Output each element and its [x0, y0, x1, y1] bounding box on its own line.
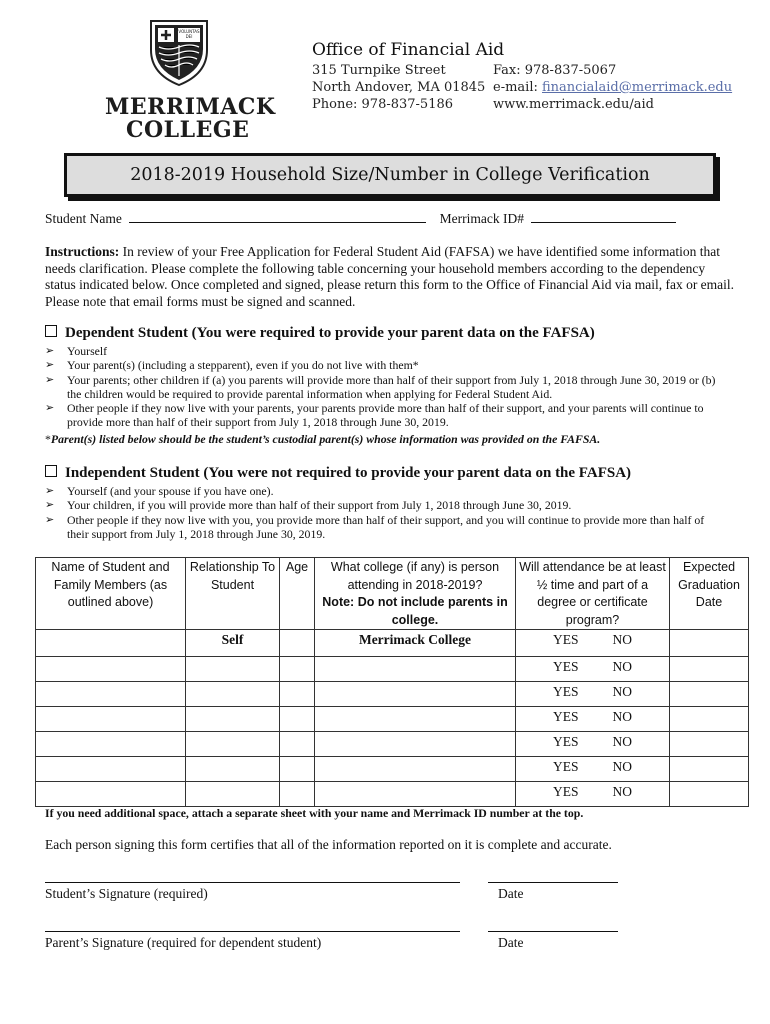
crest-motto: VOLUNTAS DEI: [178, 29, 200, 39]
graduation-cell[interactable]: [670, 657, 749, 682]
student-date-line[interactable]: [488, 882, 618, 883]
age-cell[interactable]: [280, 630, 315, 657]
table-row: [36, 707, 749, 732]
graduation-cell[interactable]: [670, 630, 749, 657]
footnote-star: *: [45, 431, 51, 446]
parent-signature-label: Parent’s Signature (required for dependent student): [45, 935, 322, 950]
relationship-cell[interactable]: [186, 657, 280, 682]
list-item: ➢ Your children, if you will provide more than half of their support from July 1, 2018 through June 30, 2019.: [45, 498, 572, 513]
parent-date-label: Date: [498, 935, 524, 950]
name-cell[interactable]: [36, 682, 186, 707]
arrow-bullet-icon: ➢: [45, 499, 55, 512]
office-title: Office of Financial Aid: [312, 40, 505, 60]
graduation-cell[interactable]: [670, 707, 749, 732]
name-cell[interactable]: [36, 630, 186, 657]
office-contact: [493, 62, 732, 113]
relationship-cell[interactable]: [186, 682, 280, 707]
list-item: ➢ Yourself: [45, 344, 108, 358]
relationship-cell[interactable]: [186, 757, 280, 782]
no-option[interactable]: NO: [612, 659, 632, 674]
attendance-cell: [516, 630, 670, 657]
college-name-line2: COLLEGE: [126, 117, 250, 143]
list-item: ➢ Other people if they now live with your parents, your parents provide more than half of their support, and your parents will continue to provide more than half of their support from July 1, 2018 through June 30, 2019.: [45, 401, 704, 430]
form-title-box: [64, 153, 716, 197]
yes-option[interactable]: YES: [552, 734, 579, 749]
table-row: [36, 732, 749, 757]
attendance-cell: [516, 657, 670, 682]
college-name: [105, 96, 276, 142]
student-signature-line[interactable]: [45, 882, 460, 883]
name-cell[interactable]: [36, 732, 186, 757]
yes-option[interactable]: YES: [552, 684, 579, 699]
header-college: What college (if any) is person attending in 2018-2019? Note: Do not include parents in college.: [315, 558, 516, 630]
website-link[interactable]: www.merrimack.edu/aid: [493, 97, 654, 112]
email-label: e-mail:: [493, 80, 542, 95]
relationship-cell[interactable]: [186, 782, 280, 807]
graduation-cell[interactable]: [670, 682, 749, 707]
relationship-cell[interactable]: [186, 707, 280, 732]
yes-option[interactable]: YES: [552, 709, 579, 724]
college-cell[interactable]: [315, 732, 516, 757]
dependent-bullets: [45, 344, 725, 446]
student-info-line: [45, 210, 676, 227]
no-option[interactable]: NO: [612, 632, 632, 647]
table-row: [36, 682, 749, 707]
independent-student-heading: [45, 465, 631, 482]
attendance-cell: [516, 782, 670, 807]
header-graduation: Expected Graduation Date: [670, 558, 749, 630]
form-title: 2018-2019 Household Size/Number in College Verification: [130, 165, 650, 185]
household-table: [35, 557, 749, 807]
attendance-cell: [516, 707, 670, 732]
no-option[interactable]: NO: [612, 784, 632, 799]
parent-date-line[interactable]: [488, 931, 618, 932]
student-name-label: Student Name: [45, 211, 122, 226]
table-row: [36, 630, 749, 657]
email-link[interactable]: financialaid@merrimack.edu: [542, 80, 733, 95]
age-cell[interactable]: [280, 682, 315, 707]
independent-checkbox[interactable]: [45, 465, 57, 477]
dependent-heading-text: Dependent Student (You were required to provide your parent data on the FAFSA): [65, 325, 595, 341]
attendance-cell: [516, 757, 670, 782]
header-relationship: Relationship To Student: [186, 558, 280, 630]
list-item: ➢ Your parents; other children if (a) you parents will provide more than half of their support from July 1, 2018 through June 30, 2019 or (b) the children would be required to provide parental information when applying for Federal Student Aid.: [45, 372, 716, 401]
no-option[interactable]: NO: [612, 709, 632, 724]
graduation-cell[interactable]: [670, 732, 749, 757]
address-line-phone: Phone: 978-837-5186: [312, 97, 454, 112]
additional-space-note: If you need additional space, attach a separate sheet with your name and Merrimack ID number at the top.: [45, 806, 584, 820]
name-cell[interactable]: [36, 757, 186, 782]
arrow-bullet-icon: ➢: [45, 373, 55, 386]
attendance-cell: [516, 732, 670, 757]
student-date-label: Date: [498, 886, 524, 901]
college-cell[interactable]: [315, 707, 516, 732]
header-age: Age: [280, 558, 315, 630]
age-cell[interactable]: [280, 707, 315, 732]
table-row: [36, 782, 749, 807]
age-cell[interactable]: [280, 657, 315, 682]
instructions-text: In review of your Free Application for Federal Student Aid (FAFSA) we have identified some information that needs clarification. Please complete the following table concerning your household members according to the dependency status indicated below. Once completed and signed, please return this form to the Office of Financial Aid via mail, fax or email. Please note that email forms must be signed and scanned.: [45, 244, 735, 309]
age-cell[interactable]: [280, 757, 315, 782]
list-item: ➢ Yourself (and your spouse if you have one).: [45, 484, 274, 498]
certification-statement: Each person signing this form certifies that all of the information reported on it is complete and accurate.: [45, 837, 612, 852]
arrow-bullet-icon: ➢: [45, 402, 55, 415]
name-cell[interactable]: [36, 707, 186, 732]
yes-option[interactable]: YES: [552, 784, 579, 799]
college-cell[interactable]: [315, 782, 516, 807]
dependent-checkbox[interactable]: [45, 325, 57, 337]
no-option[interactable]: NO: [612, 734, 632, 749]
table-row: [36, 657, 749, 682]
list-item: ➢ Your parent(s) (including a stepparent), even if you do not live with them*: [45, 358, 419, 373]
arrow-bullet-icon: ➢: [45, 359, 55, 372]
name-cell[interactable]: [36, 782, 186, 807]
header-attendance: Will attendance be at least ½ time and part of a degree or certificate program?: [516, 558, 670, 630]
student-name-field[interactable]: [129, 210, 426, 223]
instructions-label: Instructions:: [45, 244, 120, 259]
college-cell[interactable]: [315, 682, 516, 707]
instructions: [45, 244, 735, 310]
office-address: [312, 62, 485, 113]
graduation-cell[interactable]: [670, 782, 749, 807]
attendance-cell: [516, 682, 670, 707]
no-option[interactable]: NO: [612, 684, 632, 699]
college-cell[interactable]: [315, 657, 516, 682]
college-name-line1: MERRIMACK: [105, 94, 276, 120]
yes-option[interactable]: YES: [552, 659, 579, 674]
college-cell[interactable]: Merrimack College: [315, 630, 516, 657]
age-cell[interactable]: [280, 782, 315, 807]
table-header-row: [36, 558, 749, 630]
merrimack-id-field[interactable]: [531, 210, 676, 223]
arrow-bullet-icon: ➢: [45, 485, 55, 497]
header-name: Name of Student and Family Members (as outlined above): [36, 558, 186, 630]
list-item: ➢ Other people if they now live with you, you provide more than half of their support, and you will continue to provide more than half of their support from July 1, 2018 through June 30, 2019.: [45, 512, 705, 541]
header-college-note: Note: Do not include parents in college.: [322, 595, 508, 627]
name-cell[interactable]: [36, 657, 186, 682]
dependent-student-heading: [45, 325, 595, 342]
parent-signature-line[interactable]: [45, 931, 460, 932]
college-cell[interactable]: [315, 757, 516, 782]
no-option[interactable]: NO: [612, 759, 632, 774]
student-signature-label: Student’s Signature (required): [45, 886, 208, 901]
yes-option[interactable]: YES: [552, 759, 579, 774]
independent-bullets: [45, 484, 725, 541]
relationship-cell[interactable]: [186, 732, 280, 757]
fax-number: Fax: 978-837-5067: [493, 63, 617, 78]
merrimack-id-label: Merrimack ID#: [439, 211, 524, 226]
table-row: [36, 757, 749, 782]
arrow-bullet-icon: ➢: [45, 345, 55, 357]
address-line-city: North Andover, MA 01845: [312, 80, 486, 95]
age-cell[interactable]: [280, 732, 315, 757]
relationship-cell[interactable]: Self: [186, 630, 280, 657]
arrow-bullet-icon: ➢: [45, 513, 55, 526]
email-line: [493, 79, 732, 96]
graduation-cell[interactable]: [670, 757, 749, 782]
address-line-street: 315 Turnpike Street: [312, 63, 446, 78]
independent-heading-text: Independent Student (You were not required to provide your parent data on the FAFSA): [65, 465, 632, 481]
dependent-footnote: *Parent(s) listed below should be the student’s custodial parent(s) whose information was provided on the FAFSA.: [45, 431, 601, 446]
yes-option[interactable]: YES: [552, 632, 579, 647]
